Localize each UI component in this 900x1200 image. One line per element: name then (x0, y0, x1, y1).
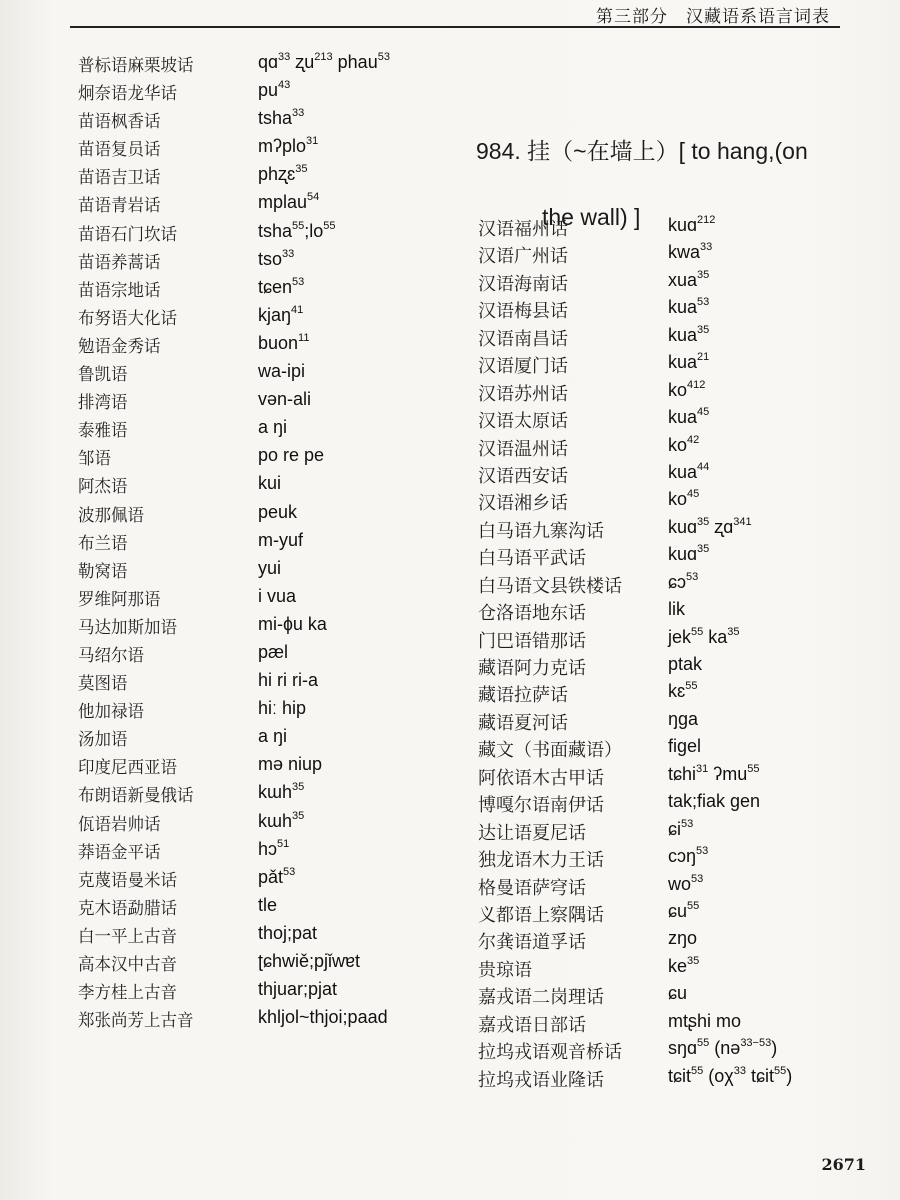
language-name: 苗语枫香话 (78, 111, 161, 132)
language-name: 义都语上察隅话 (478, 904, 604, 926)
language-name: 白一平上古音 (78, 926, 177, 947)
word-entry-row (78, 445, 458, 473)
phonetic-form: a ŋi (258, 726, 288, 747)
word-entry-row (78, 754, 458, 782)
phonetic-form: jek$^{55}$ $ka^{35}$ (668, 625, 740, 647)
phonetic-form: mtʂhi mo (668, 1010, 742, 1031)
language-name: 苗语复员话 (78, 140, 161, 160)
word-entry-row (478, 352, 878, 379)
language-name: 藏语夏河话 (478, 712, 568, 734)
language-name: 达让语夏尼话 (478, 822, 586, 844)
word-entry-row (78, 979, 458, 1007)
language-name: 嘉戎语日部话 (478, 1014, 586, 1036)
language-name: 苗语宗地话 (78, 280, 161, 301)
phonetic-form: hi ri ri-a (258, 670, 319, 691)
language-name: 藏语拉萨话 (478, 685, 568, 707)
language-name: 白马语文县铁楼话 (478, 575, 622, 597)
language-name: 苗语青岩话 (78, 196, 161, 216)
word-entry-row (478, 681, 878, 708)
phonetic-form: mə niup (258, 754, 323, 775)
language-name: 马达加斯加语 (78, 617, 177, 638)
phonetic-form: kua$^{53}$ (668, 296, 710, 318)
language-name: 阿依语木古甲话 (478, 767, 604, 789)
language-name: 汉语梅县话 (478, 301, 568, 323)
word-entry-row (78, 389, 458, 417)
language-name: 高本汉中古音 (78, 954, 177, 975)
word-entry-row (78, 277, 458, 305)
phonetic-form: xua$^{35}$ (668, 268, 710, 290)
left-word-list (78, 52, 458, 1035)
word-entry-row (78, 52, 458, 80)
language-name: 汉语广州话 (478, 246, 568, 268)
language-name: 勒窝语 (78, 561, 128, 582)
phonetic-form: ɕu$^{55}$ (668, 899, 700, 921)
word-entry-row (478, 956, 878, 983)
language-name: 博嘎尔语南伊话 (478, 795, 604, 817)
phonetic-form: figel (668, 736, 702, 757)
word-entry-row (78, 192, 458, 220)
language-name: 汉语温州话 (478, 438, 568, 460)
word-entry-row (478, 489, 878, 516)
language-name: 藏语阿力克话 (478, 658, 586, 679)
word-entry-row (78, 811, 458, 839)
language-name: 苗语石门坎话 (78, 224, 177, 244)
word-entry-row (78, 586, 458, 614)
word-entry-row (478, 407, 878, 434)
phonetic-form: a ŋi (258, 417, 288, 438)
word-entry-row (78, 333, 458, 361)
phonetic-form: $ke^{35}$ (668, 954, 700, 976)
word-entry-row (78, 108, 458, 136)
word-entry-row (478, 572, 878, 599)
language-name: 嘉戎语二岗理话 (478, 987, 604, 1009)
phonetic-form: ʈɕhwiě;pjǐwɐt (258, 951, 361, 971)
phonetic-form: ŋga (668, 708, 699, 729)
phonetic-form: kwa$^{33}$ (668, 241, 713, 263)
word-entry-row (78, 473, 458, 501)
phonetic-form: $tsha^{55};lo^{55}$ (258, 219, 336, 241)
language-name: 莫图语 (78, 673, 128, 694)
phonetic-form: i vua (258, 585, 297, 606)
page-number: 2671 (821, 1155, 866, 1174)
phonetic-form: sŋɑ$^{55}$ (nə$^{33-53}$) (668, 1037, 778, 1059)
running-header (70, 0, 840, 28)
phonetic-form: $wo^{53}$ (668, 872, 704, 894)
word-entry-row (478, 819, 878, 846)
language-name: 普标语麻栗坡话 (78, 55, 194, 76)
right-word-list (478, 215, 878, 1093)
phonetic-form: po re pe (258, 445, 325, 466)
phonetic-form: kua$^{44}$ (668, 460, 710, 482)
language-name: 格曼语萨穹话 (478, 877, 586, 899)
word-entry-row (478, 462, 878, 489)
word-entry-row (78, 136, 458, 164)
language-name: 汉语南昌话 (478, 328, 568, 350)
phonetic-form: kuɑ$^{212}$ (668, 214, 716, 235)
language-name: 汉语太原话 (478, 411, 568, 433)
phonetic-form: $pu^{43}$ (258, 79, 291, 101)
word-entry-row (78, 923, 458, 951)
word-entry-row (478, 983, 878, 1010)
entry-heading-line-1: 984. 挂（~在墙上）[ to hang,(on (476, 138, 808, 164)
language-name: 鲁凯语 (78, 364, 128, 385)
phonetic-form: yui (258, 557, 282, 578)
language-name: 拉坞戎语业隆话 (478, 1069, 604, 1091)
phonetic-form: wa-ipi (258, 361, 306, 382)
phonetic-form: kua$^{45}$ (668, 406, 710, 428)
language-name: 阿杰语 (78, 477, 128, 497)
phonetic-form: buon$^{11}$ (258, 331, 310, 353)
phonetic-form: thoj;pat (258, 922, 318, 943)
word-entry-row (78, 1007, 458, 1035)
word-entry-row (478, 517, 878, 544)
phonetic-form: kuɑ$^{35}$ ʐɑ$^{341}$ (668, 515, 752, 537)
language-name: 拉坞戎语观音桥话 (478, 1042, 622, 1064)
word-entry-row (78, 867, 458, 895)
running-header-text: 第三部分 汉藏语系语言词表 (596, 7, 830, 27)
language-name: 白马语平武话 (478, 548, 586, 570)
language-name: 波那佩语 (78, 505, 144, 525)
word-entry-row (78, 670, 458, 698)
phonetic-form: tso$^{33}$ (258, 247, 295, 269)
language-name: 郑张尚芳上古音 (78, 1010, 194, 1031)
word-entry-row (78, 951, 458, 979)
word-entry-row (478, 270, 878, 297)
word-entry-row (78, 558, 458, 586)
word-entry-row (478, 736, 878, 763)
language-name: 苗语吉卫话 (78, 168, 161, 188)
phonetic-form: mi-ɸu ka (258, 613, 327, 634)
language-name: 汉语西安话 (478, 465, 568, 487)
word-entry-row (78, 614, 458, 642)
phonetic-form: tɕit$^{55}$ ($o\chi^{33}$ tɕit$^{55}$) (668, 1064, 793, 1086)
phonetic-form: kɯh$^{35}$ (258, 781, 305, 803)
word-entry-row (478, 380, 878, 407)
entry-heading-line-2: the wall) ] (542, 204, 641, 230)
language-name: 门巴语错那话 (478, 630, 586, 652)
word-entry-row (78, 782, 458, 810)
word-entry-row (78, 839, 458, 867)
phonetic-form: thjuar;pjat (258, 979, 338, 1000)
phonetic-form: lik (668, 599, 685, 620)
word-entry-row (478, 1011, 878, 1038)
language-name: 苗语养蒿话 (78, 252, 161, 272)
word-entry-row (478, 435, 878, 462)
language-name: 李方桂上古音 (78, 982, 177, 1003)
word-entry-row (478, 874, 878, 901)
phonetic-form: tak;fiak gen (668, 791, 761, 812)
phonetic-form: hɔ$^{51}$ (258, 837, 290, 859)
language-name: 他加禄语 (78, 701, 144, 722)
word-entry-row (78, 80, 458, 108)
language-name: 汤加语 (78, 730, 128, 750)
word-entry-row (78, 642, 458, 670)
phonetic-form: peuk (258, 501, 298, 522)
language-name: 独龙语木力王话 (478, 850, 604, 872)
word-entry-row (478, 242, 878, 269)
language-name: 罗维阿那语 (78, 589, 161, 610)
phonetic-form: pæl (258, 641, 289, 662)
word-entry-row (78, 895, 458, 923)
phonetic-form: zŋo (668, 928, 698, 949)
phonetic-form: cɔŋ$^{53}$ (668, 845, 709, 867)
word-entry-row (78, 698, 458, 726)
language-name: 克蔑语曼米话 (78, 870, 177, 891)
word-entry-row (478, 846, 878, 873)
language-name: 布努语大化话 (78, 308, 177, 329)
word-entry-row (78, 305, 458, 333)
phonetic-form: qɑ$^{33}$ ʐu$^{213}$ phau$^{53}$ (258, 51, 390, 72)
language-name: 克木语勐腊话 (78, 898, 177, 919)
word-entry-row (478, 297, 878, 324)
phonetic-form: mʔplo$^{31}$ (258, 135, 319, 157)
phonetic-form: tle (258, 894, 278, 915)
word-entry-row (78, 249, 458, 277)
phonetic-form: m-yuf (258, 529, 303, 550)
phonetic-form: kua$^{21}$ (668, 351, 710, 373)
language-name: 印度尼西亚语 (78, 758, 177, 778)
phonetic-form: kui (258, 473, 282, 494)
phonetic-form: kɯh$^{35}$ (258, 809, 305, 831)
language-name: 汉语苏州话 (478, 383, 568, 405)
language-name: 泰雅语 (78, 420, 128, 441)
word-entry-row (478, 928, 878, 955)
phonetic-form: kjaŋ$^{41}$ (258, 303, 304, 325)
phonetic-form: mplau$^{54}$ (258, 191, 320, 213)
word-entry-row (478, 627, 878, 654)
word-entry-row (478, 1066, 878, 1093)
phonetic-form: ptak (668, 654, 703, 674)
language-name: 马绍尔语 (78, 645, 144, 666)
word-entry-row (78, 530, 458, 558)
word-entry-row (78, 726, 458, 754)
language-name: 勉语金秀话 (78, 336, 161, 357)
word-entry-row (478, 599, 878, 626)
word-entry-row (478, 544, 878, 571)
language-name: 白马语九寨沟话 (478, 520, 604, 542)
phonetic-form: kuɑ$^{35}$ (668, 543, 710, 565)
language-name: 汉语湘乡话 (478, 493, 568, 515)
phonetic-form: kua$^{35}$ (668, 323, 710, 345)
word-entry-row (78, 417, 458, 445)
language-name: 尔龚语道孚话 (478, 932, 586, 954)
word-entry-row (78, 164, 458, 192)
phonetic-form: hiː hip (258, 698, 307, 719)
language-name: 汉语海南话 (478, 273, 568, 295)
phonetic-form: phʐɛ$^{35}$ (258, 163, 308, 185)
language-name: 仓洛语地东话 (478, 603, 586, 625)
language-name: 汉语厦门话 (478, 356, 568, 378)
phonetic-form: $ko^{42}$ (668, 433, 700, 455)
word-entry-row (478, 791, 878, 818)
phonetic-form: ɕɔ$^{53}$ (668, 570, 699, 592)
word-entry-row (478, 325, 878, 352)
phonetic-form: tɕhi$^{31}$ ʔmu$^{55}$ (668, 762, 760, 784)
word-entry-row (478, 654, 878, 681)
word-entry-row (78, 502, 458, 530)
phonetic-form: pǎt$^{53}$ (258, 865, 296, 887)
word-entry-row (478, 1038, 878, 1065)
language-name: 汉语福州话 (478, 219, 568, 240)
language-name: 藏文（书面藏语） (478, 740, 622, 762)
word-entry-row (478, 709, 878, 736)
phonetic-form: khljol~thjoi;paad (258, 1007, 388, 1028)
phonetic-form: tɕen$^{53}$ (258, 275, 305, 297)
word-entry-row (478, 764, 878, 791)
language-name: 炯奈语龙华话 (78, 83, 177, 104)
language-name: 佤语岩帅话 (78, 814, 161, 834)
phonetic-form: ɕu (668, 983, 688, 1004)
word-entry-row (78, 361, 458, 389)
phonetic-form: ɕi$^{53}$ (668, 817, 694, 839)
language-name: 布兰语 (78, 533, 128, 553)
word-entry-row (478, 215, 878, 242)
phonetic-form: vən-ali (258, 389, 312, 410)
language-name: 莽语金平话 (78, 842, 161, 862)
language-name: 邹语 (78, 449, 111, 469)
phonetic-form: $ko^{45}$ (668, 488, 700, 510)
phonetic-form: tsha$^{33}$ (258, 107, 305, 129)
phonetic-form: kɛ$^{55}$ (668, 680, 698, 702)
language-name: 布朗语新曼俄话 (78, 786, 194, 806)
language-name: 贵琼语 (478, 959, 532, 981)
language-name: 排湾语 (78, 392, 128, 413)
phonetic-form: $ko^{412}$ (668, 378, 706, 400)
word-entry-row (78, 221, 458, 249)
word-entry-row (478, 901, 878, 928)
